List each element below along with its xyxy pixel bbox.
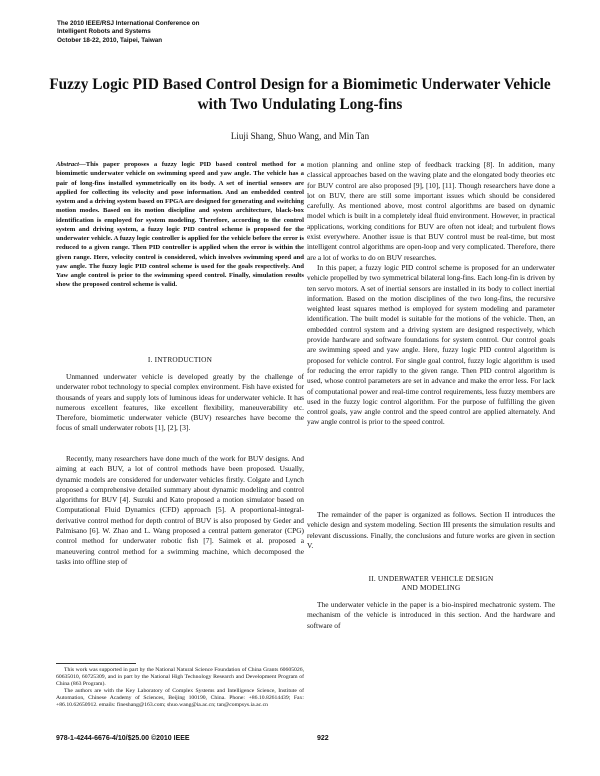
funding-footnote: This work was supported in part by the National Natural Science Foundation of China Grants 60605026, 60635010, 60725309, and in part by the National High Technology Research and Development Program of China (863 Program). [56,667,304,687]
conference-line: October 18-22, 2010, Taipei, Taiwan [57,36,163,44]
body-paragraph: The underwater vehicle in the paper is a bio-inspired mechatronic system. The mechanism of the vehicle is introduced in this section. And the hardware and software of [307,600,555,630]
section-heading: AND MODELING [401,583,461,592]
body-paragraph: Recently, many researchers have done much of the work for BUV designs. And aiming at each BUV, a lot of control methods have been proposed. Usually, dynamic models are considered for underwater vehicles firstly. Colgate and Lynch proposed a comprehensive detailed summary about dynamic modeling and control algorithms for BUV [4]. Suzuki and Kato proposed a motion simulator based on Computational Fluid Dynamics (CFD) approach [5]. A proportional-integral-derivative control method for depth control of BUV is also proposed by Geder and Palmisano [6]. W. Zhao and L. Wang proposed a central pattern generator (CPG) control method for underwater robotic fish [7]. Saimek et al. proposed a maneuvering control method for a swimming machine, which decomposed the tasks into offline step of [56,454,304,566]
author-list: Liuji Shang, Shuo Wang, and Min Tan [230,131,370,141]
body-paragraph: Unmanned underwater vehicle is developed greatly by the challenge of underwater robot technology to special complex environment. Fish have existed for thousands of years and supply lots of luminous ideas for underwater vehicle. It has numerous excellent features, like excellent flexibility, maneuverability etc. Therefore, biomimetic underwater vehicle (BUV) researches have become the focus of small underwater robots [1], [2], [3]. [56,372,304,433]
conference-line: Intelligent Robots and Systems [57,28,151,36]
right-column [307,160,555,631]
abstract: Abstract—This paper proposes a fuzzy logic PID based control method for a biomimetic underwater vehicle on swimming speed and yaw angle. The vehicle has a pair of long-fins installed symmetrically on its body. A set of inertial sensors are applied for collecting its velocity and pose information. And an embedded control system and a driving system based on FPGA are designed for generating and switching motion modes. Based on its motion discipline and system architecture, black-box identification is employed for system modeling. Therefore, according to the control system and driving system, a fuzzy logic PID control scheme is proposed for the underwater vehicle. A fuzzy logic controller is applied for the vehicle before the error is reduced to a given range. Then PID controller is applied when the error is within the given range. Here, velocity control is considered, which involves swimming speed and yaw angle. The fuzzy logic PID control scheme is used for the goals respectively. And Yaw angle control is prior to the swimming speed control. Finally, simulation results show the proposed control scheme is valid. [56,161,304,289]
paper-title: Fuzzy Logic PID Based Control Design for a Biomimetic Underwater Vehicle with Two Undulating Long-fins [49,76,551,113]
isbn-copyright: 978-1-4244-6676-4/10/$25.00 ©2010 IEEE [56,735,190,742]
section-heading: I. INTRODUCTION [147,355,213,364]
section-heading: II. UNDERWATER VEHICLE DESIGN [368,574,494,583]
conference-line: The 2010 IEEE/RSJ International Conference on [57,20,200,27]
body-paragraph: The remainder of the paper is organized as follows. Section II introduces the vehicle design and system modeling. Section III presents the simulation results and relevant discussions. Finally, the conclusions and future works are given in section V. [307,510,555,550]
affiliation-footnote: The authors are with the Key Laboratory of Complex Systems and Intelligence Science, Institute of Automation, Chinese Academy of Sciences, Beijing 100190, China. Phone: +86.10.82614439; Fax: +86.10.62650912. emails: fineshang@163.com; shuo.wang@ia.ac.cn; tan@compsys.ia.ac.cn [56,688,304,708]
conference-header [57,20,297,45]
left-column [56,160,304,709]
body-paragraph: In this paper, a fuzzy logic PID control scheme is proposed for an underwater vehicle propelled by two symmetrical bilateral long-fins. Each long-fin is driven by ten servo motors. A set of inertial sensors are installed in its body to collect inertial information. Based on the motion disciplines of the two long-fins, the recursive weighted least squares method is employed for system modeling and parameter identification. The built model is suitable for the motions of the vehicle. Then, an embedded control system and a driving system are designed respectively, which provide hardware and software foundations for system control. Our control goals are swimming speed and yaw angle. Here, fuzzy logic PID control algorithm is proposed for vehicle control. For single goal control, fuzzy logic algorithm is used for reducing the error rapidly to the given range. Then PID control algorithm is used, whose control parameters are set in advance and make the error less. For lack of computational power and real-time control requirements, less fuzzy members are used in the fuzzy logic control algorithm. For the purpose of fulfilling the given control goals, yaw angle control and the speed control are applied alternately. And yaw angle control is prior to the speed control. [307,263,555,427]
abstract-label: Abstract [56,161,80,168]
abstract-text: This paper proposes a fuzzy logic PID based control method for a biomimetic underwater vehicle on swimming speed and yaw angle. The vehicle has a pair of long-fins installed symmetrically on its body. A set of inertial sensors are applied for collecting its velocity and pose information. And an embedded control system and a driving system based on FPGA are designed for generating and switching motion modes. Based on its motion discipline and system architecture, black-box identification is employed for system modeling. Therefore, according to the control system and driving system, a fuzzy logic PID control scheme is proposed for the underwater vehicle. A fuzzy logic controller is applied for the vehicle before the error is reduced to a given range. Then PID controller is applied when the error is within the given range. Here, velocity control is considered, which involves swimming speed and yaw angle. The fuzzy logic PID control scheme is used for the goals respectively. And Yaw angle control is prior to the swimming speed control. Finally, simulation results show the proposed control scheme is valid. [56,161,304,289]
page-number: 922 [317,735,329,742]
body-paragraph: motion planning and online step of feedback tracking [8]. In addition, many classical approaches based on the waving plate and the elongated body theories etc for BUV control are also proposed [9], [10], [11]. Though researchers have done a lot on BUV, there are still some important issues which should be considered carefully. As mentioned above, most control algorithms are based on dynamic model which is built in a completely ideal fluid environment. However, in practical applications, working conditions for BUV are often not ideal; and turbulent flows exist everywhere. Another issue is that BUV control must be real-time, but most intelligent control algorithms are open-loop and very complicated. Therefore, there are a lot of works to do on BUV researches. [307,160,555,262]
